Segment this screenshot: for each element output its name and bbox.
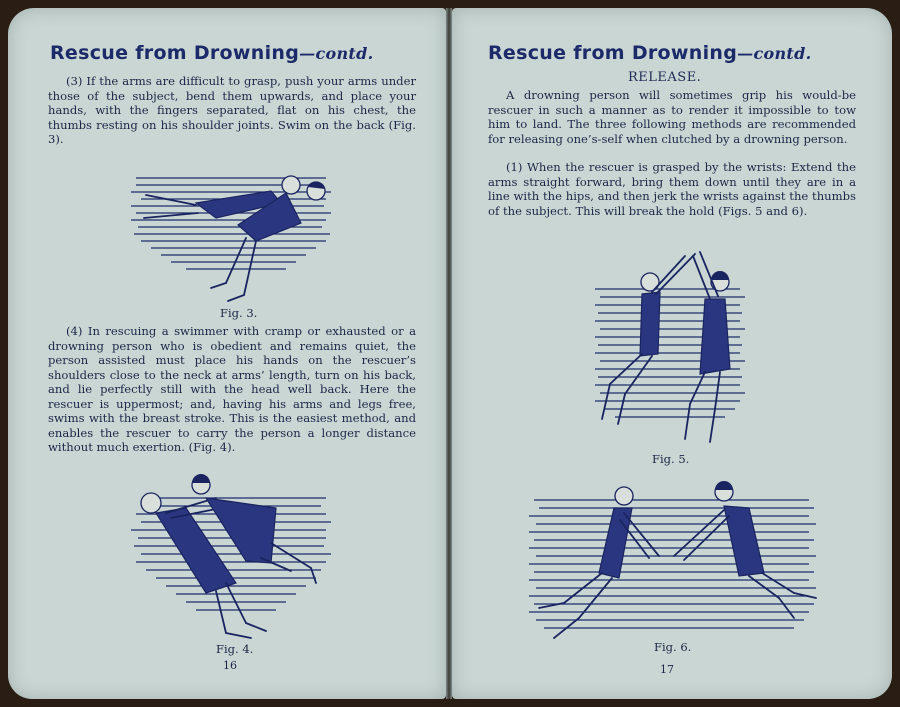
figure-6-caption: Fig. 6. (654, 640, 692, 654)
right-heading-contd: —contd. (737, 44, 812, 63)
figure-4-illustration (126, 473, 336, 643)
page-number-17: 17 (660, 663, 674, 676)
left-page-heading: Rescue from Drowning—contd. (50, 42, 374, 64)
figure-3-illustration (126, 163, 336, 303)
left-heading-contd: —contd. (299, 44, 374, 63)
figure-3-caption: Fig. 3. (220, 306, 258, 320)
paragraph-4: (4) In rescuing a swimmer with cramp or exhausted or a drowning person who is obedient and remains quiet, the person assisted must place his hands on the rescuer’s shoulders close to the neck at arms’ length, turn on his back, and lie perfectly still with the head well back. Here the rescuer is uppermost; and, having his arms and legs free, swims with the breast stroke. This is the easiest method, and enables the rescuer to carry the person a longer distance without much exertion. (Fig. 4). (48, 324, 416, 454)
figure-6-illustration (524, 478, 824, 648)
right-page (452, 8, 892, 699)
page-number-16: 16 (223, 659, 237, 672)
water-lines (529, 500, 816, 628)
figure-5-illustration (590, 244, 750, 444)
release-subheading: RELEASE. (628, 70, 702, 85)
figure-5-caption: Fig. 5. (652, 452, 690, 466)
release-method-1: (1) When the rescuer is grasped by the wrists: Extend the arms straight forward, bring them down until they are in a line with the hips, and then jerk the wrists against the thumbs of the subject. This will break the hold (Figs. 5 and 6). (488, 160, 856, 218)
right-page-heading: Rescue from Drowning—contd. (488, 42, 812, 64)
paragraph-3: (3) If the arms are difficult to grasp, push your arms under those of the subject, bend them upwards, and place your hands, with the fingers separated, flat on his chest, the thumbs resting on his shoulder joints. Swim on the back (Fig. 3). (48, 74, 416, 146)
figure-4-caption: Fig. 4. (216, 642, 254, 656)
release-intro: A drowning person will sometimes grip his would-be rescuer in such a manner as to render it impossible to tow him to land. The three following methods are recommended for releasing one’s-self when clutched by a drowning person. (488, 88, 856, 146)
left-page (8, 8, 446, 699)
